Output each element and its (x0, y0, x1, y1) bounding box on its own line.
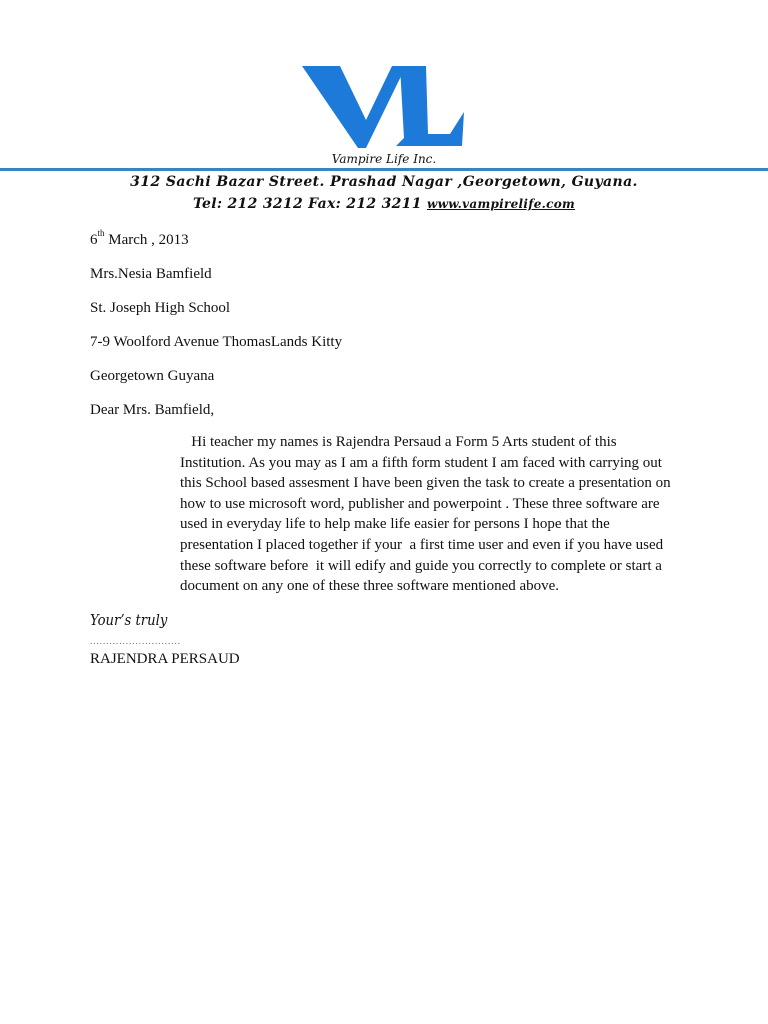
logo-letter-v (302, 66, 406, 148)
website-link[interactable]: www.vampirelife.com (426, 197, 576, 211)
body-line: Institution. As you may as I am a fifth form student I am faced with carrying out (180, 454, 662, 471)
company-address: 312 Sachi Bazar Street. Prashad Nagar ,Georgetown, Guyana. (130, 174, 638, 190)
body-line: how to use microsoft word, publisher and powerpoint . These three software are (180, 495, 660, 512)
letterhead-divider (0, 168, 768, 171)
company-name: Vampire Life Inc. (331, 152, 437, 166)
recipient-school: St. Joseph High School (90, 300, 231, 316)
letter-date (90, 228, 189, 249)
body-line: presentation I placed together if your a first time user and even if you have used (180, 536, 664, 553)
company-logo (300, 62, 466, 148)
body-line: document on any one of these three software mentioned above. (180, 578, 560, 595)
recipient-city: Georgetown Guyana (90, 368, 215, 384)
body-line: Hi teacher my names is Rajendra Persaud a Form 5 Arts student of this (180, 434, 617, 450)
date-suffix: th (97, 228, 105, 238)
recipient-name: Mrs.Nesia Bamfield (90, 266, 212, 282)
closing: Your’s truly (90, 611, 168, 629)
signature-line: ............................ (90, 636, 181, 646)
company-contact (0, 196, 768, 212)
body-line: these software before it will edify and guide you correctly to complete or start a (180, 557, 662, 574)
signer-name: RAJENDRA PERSAUD (90, 651, 240, 667)
letter-body (180, 432, 680, 597)
date-day: 6 (90, 232, 98, 248)
date-rest: March , 2013 (104, 232, 189, 248)
body-line: this School based assesment I have been given the task to create a presentation on (180, 475, 671, 492)
logo-letter-l (396, 66, 464, 146)
salutation: Dear Mrs. Bamfield, (90, 402, 215, 418)
phone-fax: Tel: 212 3212 Fax: 212 3211 (192, 196, 422, 212)
recipient-street: 7-9 Woolford Avenue ThomasLands Kitty (90, 334, 343, 350)
body-line: used in everyday life to help make life easier for persons I hope that the (180, 516, 610, 533)
